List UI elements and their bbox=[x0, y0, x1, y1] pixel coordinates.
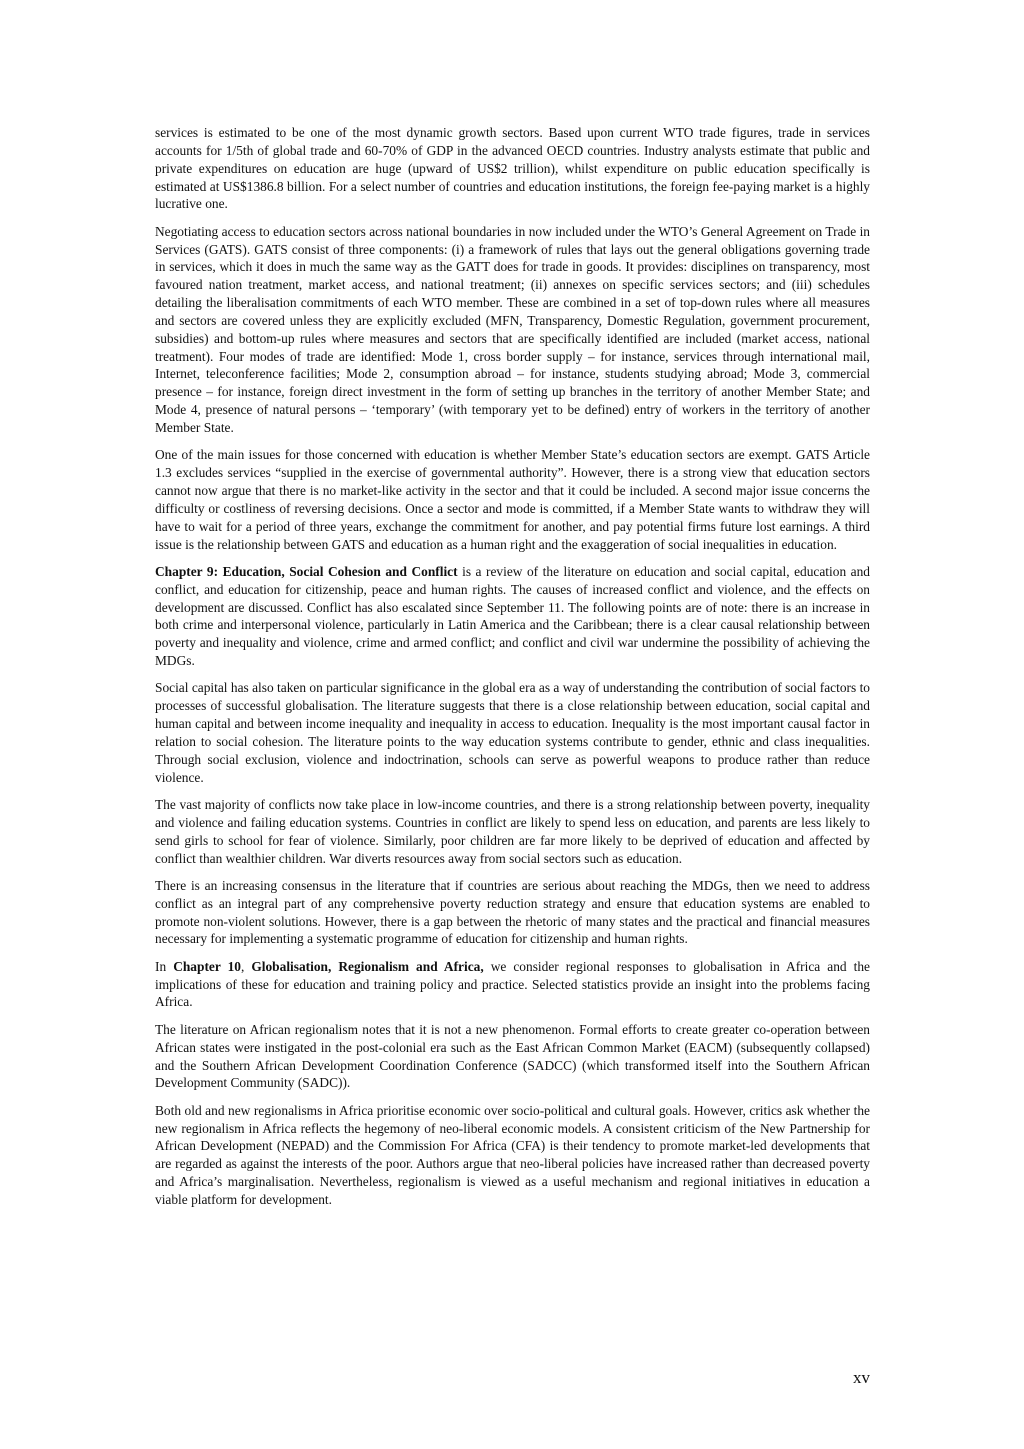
paragraph-text: Both old and new regionalisms in Africa prioritise economic over socio-political and cultural goals. However, critics ask whether the new regionalism in Africa reflects the hegemony of neo-liberal economic models. A consistent criticism of the New Partnership for African Development (NEPAD) and the Commission For Africa (CFA) is their tendency to promote market-led developments that are regarded as against the interests of the poor. Authors argue that neo-liberal policies have increased rather than decreased poverty and Africa’s marginalisation. Nevertheless, regionalism is viewed as a useful mechanism and regional initiatives in education a viable platform for development. bbox=[155, 1102, 870, 1207]
paragraph-conflicts-low-income bbox=[155, 796, 870, 867]
paragraph-chapter-10 bbox=[155, 958, 870, 1012]
paragraph-gats-issues bbox=[155, 446, 870, 553]
paragraph-gats-overview bbox=[155, 223, 870, 437]
paragraph-text: The vast majority of conflicts now take place in low-income countries, and there is a strong relationship between poverty, inequality and violence and failing education systems. Countries in conflict are likely to spend less on education, and parents are less likely to send girls to school for fear of violence. Similarly, poor children are far more likely to be deprived of education and affected by conflict than wealthier children. War diverts resources away from social sectors such as education. bbox=[155, 797, 870, 866]
paragraph-social-capital bbox=[155, 679, 870, 786]
paragraph-text: we consider regional responses to globalisation in Africa and the implications of these for education and training policy and practice. Selected statistics provide an insight into the problems facing Africa. bbox=[155, 958, 870, 1010]
body-text bbox=[155, 124, 870, 1218]
paragraph-text: Negotiating access to education sectors across national boundaries in now included under the WTO’s General Agreement on Trade in Services (GATS). GATS consist of three components: (i) a framework of rules that lays out the general obligations governing trade in services, which it does in much the same way as the GATT does for trade in goods. It provides: disciplines on transparency, most favoured nation treatment, market access, and national treatment; (ii) annexes on specific services sectors; and (iii) schedules detailing the liberalisation commitments of each WTO member. These are combined in a set of top-down rules where all measures and sectors are covered unless they are explicitly excluded (MFN, Transparency, Domestic Regulation, government procurement, subsidies) and bottom-up rules where measures and sectors that are specifically identified are included (market access, national treatment). Four modes of trade are identified: Mode 1, cross border supply – for instance, services through international mail, Internet, teleconference facilities; Mode 2, consumption abroad – for instance, students studying abroad; Mode 3, commercial presence – for instance, foreign direct investment in the form of setting up branches in the territory of another Member State; and Mode 4, presence of natural persons – ‘temporary’ (with temporary yet to be defined) entry of workers in the territory of another Member State. bbox=[155, 223, 870, 435]
paragraph-mdg-consensus bbox=[155, 877, 870, 948]
chapter-9-heading: Chapter 9: Education, Social Cohesion and Conflict bbox=[155, 563, 458, 579]
paragraph-text: There is an increasing consensus in the literature that if countries are serious about reaching the MDGs, then we need to address conflict as an integral part of any comprehensive poverty reduction strategy and ensure that education systems are enabled to promote non-violent solutions. However, there is a gap between the rhetoric of many states and the practical and financial measures necessary for implementing a systematic programme of education for citizenship and human rights. bbox=[155, 877, 870, 947]
paragraph-text: Social capital has also taken on particular significance in the global era as a way of understanding the contribution of social factors to processes of successful globalisation. The literature suggests that there is a close relationship between education, social capital and human capital and between income inequality and inequality in access to education. Inequality is the most important causal factor in relation to social cohesion. The literature points to the way education systems contribute to gender, ethnic and class inequalities. Through social exclusion, violence and indoctrination, schools can serve as powerful weapons to produce rather than reduce violence. bbox=[155, 680, 870, 785]
chapter-10-title: Globalisation, Regionalism and Africa, bbox=[251, 958, 484, 974]
paragraph-text: services is estimated to be one of the most dynamic growth sectors. Based upon current WTO trade figures, trade in services accounts for 1/5th of global trade and 60-70% of GDP in the advanced OECD countries. Industry analysts estimate that public and private expenditures on education are huge (upward of US$2 trillion), whilst expenditure on public education specifically is estimated at US$1386.8 billion. For a select number of countries and education institutions, the foreign fee-paying market is a highly lucrative one. bbox=[155, 125, 870, 212]
paragraph-african-regionalism bbox=[155, 1021, 870, 1092]
paragraph-prefix: In bbox=[155, 958, 174, 974]
paragraph-text: The literature on African regionalism notes that it is not a new phenomenon. Formal efforts to create greater co-operation between African states were instigated in the post-colonial era such as the East African Common Market (EACM) (subsequently collapsed) and the Southern African Development Coordination Conference (SADCC) (which transformed itself into the Southern African Development Community (SADC)). bbox=[155, 1021, 870, 1091]
paragraph-text: is a review of the literature on education and social capital, education and conflict, and education for citizenship, peace and human rights. The causes of increased conflict and violence, and the effects on development are discussed. Conflict has also escalated since September 11. The following points are of note: there is an increase in both crime and interpersonal violence, particularly in Latin America and the Caribbean; there is a clear causal relationship between poverty and inequality and violence, crime and armed conflict; and conflict and civil war undermine the possibility of achieving the MDGs. bbox=[155, 563, 870, 669]
paragraph-text: One of the main issues for those concerned with education is whether Member State’s education sectors are exempt. GATS Article 1.3 excludes services “supplied in the exercise of governmental authority”. However, there is a strong view that education sectors cannot now argue that there is no market-like activity in the sector and that it could be included. A second major issue concerns the difficulty or costliness of reversing decisions. Once a sector and mode is committed, if a Member State wants to withdraw they will have to wait for a period of three years, exchange the commitment for another, and pay potential firms future lost earnings. A third issue is the relationship between GATS and education as a human right and the exaggeration of social inequalities in education. bbox=[155, 447, 870, 552]
page-number: xv bbox=[853, 1368, 870, 1387]
paragraph-services-growth bbox=[155, 124, 870, 213]
paragraph-chapter-9 bbox=[155, 563, 870, 670]
paragraph-old-new-regionalisms bbox=[155, 1102, 870, 1209]
chapter-10-heading: Chapter 10 bbox=[173, 958, 241, 974]
paragraph-separator: , bbox=[240, 958, 252, 974]
